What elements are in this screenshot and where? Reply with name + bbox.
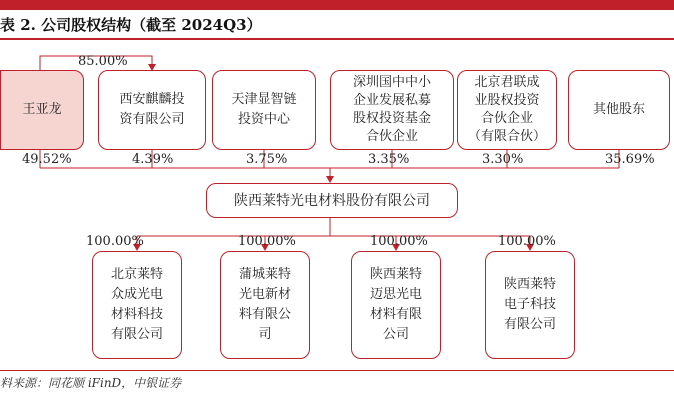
company-box: 陕西莱特光电材料股份有限公司 (206, 183, 458, 218)
shareholder-box-shenzhen-guozhong: 深圳国中中小 企业发展私募 股权投资基金 合伙企业 (330, 70, 454, 150)
subsidiary-pct-2: 100.00% (238, 234, 296, 249)
footer-divider (0, 370, 674, 371)
shareholder-box-xian-qilin: 西安麒麟投 资有限公司 (98, 70, 206, 150)
shareholder-pct-4: 3.35% (368, 152, 410, 167)
subsidiary-box-beijing-laite: 北京莱特 众成光电 材料科技 有限公司 (92, 251, 182, 359)
subsidiary-pct-1: 100.00% (86, 234, 144, 249)
shareholder-pct-6: 35.69% (605, 152, 655, 167)
cross-holding-pct: 85.00% (78, 54, 128, 69)
shareholder-box-wang-yalong: 王亚龙 (0, 70, 84, 150)
source-note: 料来源：同花顺 iFinD，中银证券 (0, 376, 182, 390)
figure-title: 表 2. 公司股权结构（截至 2024Q3） (0, 16, 262, 34)
shareholder-box-other: 其他股东 (568, 70, 670, 150)
subsidiary-pct-4: 100.00% (498, 234, 556, 249)
shareholder-box-tianjin-xianzhilian: 天津显智链 投资中心 (212, 70, 316, 150)
shareholder-box-beijing-junlian: 北京君联成 业股权投资 合伙企业 （有限合伙） (457, 70, 557, 150)
shareholder-pct-1: 49.52% (22, 152, 72, 167)
subsidiary-box-shaanxi-maisi: 陕西莱特 迈思光电 材料有限 公司 (351, 251, 441, 359)
subsidiary-box-shaanxi-electronics: 陕西莱特 电子科技 有限公司 (485, 251, 575, 359)
shareholder-pct-3: 3.75% (246, 152, 288, 167)
subsidiary-pct-3: 100.00% (370, 234, 428, 249)
company-arrowhead (326, 176, 334, 183)
shareholder-pct-2: 4.39% (132, 152, 174, 167)
shareholder-pct-5: 3.30% (482, 152, 524, 167)
subsidiary-box-pucheng-laite: 蒲城莱特 光电新材 料有限公 司 (220, 251, 310, 359)
